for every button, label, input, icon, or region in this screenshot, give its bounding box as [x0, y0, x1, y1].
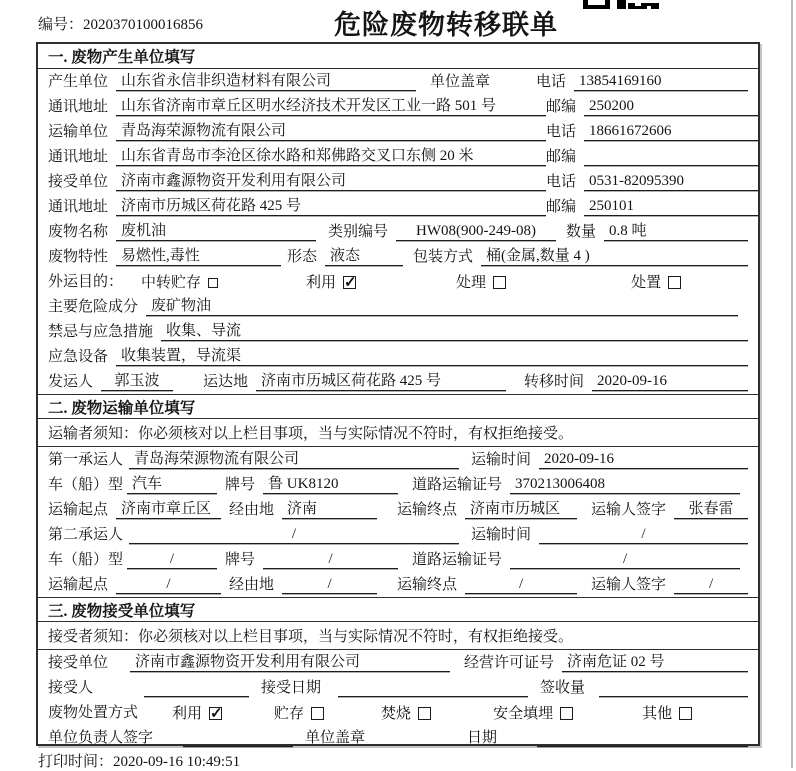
route-start2-value: / — [116, 575, 221, 594]
option-label: 利用 — [172, 706, 203, 722]
receiver-phone-value: 0531-82095390 — [584, 172, 758, 191]
acceptor-label: 接受人 — [48, 680, 94, 696]
hazard-label: 主要危险成分 — [48, 299, 139, 315]
doc-number-value: 2020370100016856 — [83, 17, 204, 33]
route-start-label: 运输起点 — [48, 577, 109, 593]
address-label: 通讯地址 — [48, 149, 109, 165]
via-value: 济南 — [282, 500, 377, 519]
option-label: 处理 — [456, 275, 487, 291]
signed-qty-value — [599, 678, 748, 697]
transport-time-label: 运输时间 — [471, 452, 532, 468]
via-label: 经由地 — [229, 502, 275, 518]
vehicle-type-label: 车（船）型 — [48, 552, 124, 568]
zip-label: 邮编 — [546, 149, 577, 165]
transporter-address-row — [38, 144, 758, 169]
equipment-row — [38, 344, 758, 369]
transfer-time-label: 转移时间 — [524, 374, 585, 390]
accept-date-value — [338, 678, 528, 697]
route-end2-value: / — [465, 575, 577, 594]
road-license2-value: / — [510, 550, 740, 569]
phone-label: 电话 — [546, 174, 577, 190]
receiver-value: 济南市鑫源物资开发利用有限公司 — [116, 172, 546, 191]
disposal-option-other — [642, 702, 692, 723]
carrier-sign-label: 运输人签字 — [591, 502, 667, 518]
transporter-phone-value: 18661672606 — [584, 122, 758, 141]
destination-label: 运达地 — [203, 374, 249, 390]
option-label: 焚烧 — [381, 706, 412, 722]
route-end-label: 运输终点 — [397, 577, 458, 593]
disposal-option-use — [172, 702, 222, 723]
checkbox-incinerate — [418, 707, 431, 720]
purpose-option-use — [306, 271, 356, 292]
waste-property-value: 易燃性,毒性 — [116, 247, 281, 266]
taboo-label: 禁忌与应急措施 — [48, 324, 154, 340]
transfer-form — [36, 42, 760, 746]
transport-time2-value: / — [539, 525, 748, 544]
receiver-notice: 接受者须知：你必须核对以上栏目事项，当与实际情况不符时，有权拒绝接受。 — [38, 622, 758, 650]
producer-value: 山东省永信非织造材料有限公司 — [116, 72, 416, 91]
section2-header: 二. 废物运输单位填写 — [38, 394, 758, 419]
plate-value: 鲁 UK8120 — [263, 475, 398, 494]
waste-code-label: 类别编号 — [328, 224, 389, 240]
waste-property-label: 废物特性 — [48, 249, 109, 265]
producer-phone-value: 13854169160 — [574, 72, 748, 91]
signer-value — [183, 728, 293, 747]
route-start-value: 济南市章丘区 — [116, 500, 221, 519]
purpose-label: 外运目的： — [48, 273, 124, 290]
carrier1-label: 第一承运人 — [48, 452, 124, 468]
waste-qty-label: 数量 — [566, 224, 597, 240]
shipper-value: 郭玉波 — [101, 372, 173, 391]
doc-number-label: 编号： — [38, 17, 84, 33]
page-title: 危险废物转移联单 — [334, 10, 558, 40]
producer-address-value: 山东省济南市章丘区明水经济技术开发区工业一路 501 号 — [116, 97, 546, 116]
transfer-time-value: 2020-09-16 — [592, 372, 748, 391]
date-label: 日期 — [467, 730, 498, 746]
packing-label: 包装方式 — [413, 249, 474, 265]
plate-label: 牌号 — [225, 552, 256, 568]
via-label: 经由地 — [229, 577, 275, 593]
carrier-sign-label: 运输人签字 — [591, 577, 667, 593]
carrier-sign2-value: / — [674, 575, 748, 594]
shipper-row — [38, 369, 758, 394]
transporter-row — [38, 119, 758, 144]
disposal-row — [38, 700, 758, 725]
address-label: 通讯地址 — [48, 99, 109, 115]
carrier1-row — [38, 447, 758, 472]
signer-row — [38, 725, 758, 750]
taboo-row — [38, 319, 758, 344]
section3-header: 三. 废物接受单位填写 — [38, 597, 758, 622]
acceptor-row — [38, 675, 758, 700]
accept-unit-row — [38, 650, 758, 675]
phone-label: 电话 — [536, 74, 567, 90]
receiver-row — [38, 169, 758, 194]
receiver-label: 接受单位 — [48, 174, 109, 190]
destination-value: 济南市历城区荷花路 425 号 — [256, 372, 506, 391]
transporter-zip-value — [584, 147, 758, 166]
route2-row — [38, 572, 758, 597]
date-value — [537, 728, 748, 747]
carrier2-row — [38, 522, 758, 547]
checkbox-use — [209, 707, 222, 720]
disposal-option-landfill — [493, 702, 573, 723]
transporter-address-value: 山东省青岛市李沧区徐水路和郑佛路交叉口东侧 20 米 — [116, 147, 546, 166]
receiver-address-row — [38, 194, 758, 219]
packing-value: 桶(金属,数量 4 ) — [481, 247, 748, 266]
waste-qty-value: 0.8 吨 — [604, 222, 748, 241]
plate-label: 牌号 — [225, 477, 256, 493]
road-license-value: 370213006408 — [510, 475, 740, 494]
form-value: 液态 — [325, 247, 403, 266]
phone-label: 电话 — [546, 124, 577, 140]
print-time-label: 打印时间： — [38, 754, 114, 770]
route-end-value: 济南市历城区 — [465, 500, 577, 519]
checkbox-dispose — [668, 276, 681, 289]
checkbox-use — [343, 276, 356, 289]
zip-label: 邮编 — [546, 99, 577, 115]
plate2-value: / — [263, 550, 398, 569]
purpose-row — [38, 269, 758, 294]
carrier-sign-value: 张春雷 — [674, 500, 748, 519]
disposal-option-incinerate — [381, 702, 431, 723]
option-label: 处置 — [631, 275, 662, 291]
carrier1-value: 青岛海荣源物流有限公司 — [129, 450, 459, 469]
vehicle1-row — [38, 472, 758, 497]
checkbox-treat — [493, 276, 506, 289]
shipper-label: 发运人 — [48, 374, 94, 390]
waste-code-value: HW08(900-249-08) — [396, 222, 556, 241]
hazard-value: 废矿物油 — [146, 297, 738, 316]
signer-label: 单位负责人签字 — [48, 730, 154, 746]
section1-header: 一. 废物产生单位填写 — [38, 44, 758, 69]
purpose-option-treat — [456, 271, 506, 292]
receiver-zip-value: 250101 — [584, 197, 758, 216]
unit-seal-label: 单位盖章 — [305, 730, 366, 746]
print-time-value: 2020-09-16 10:49:51 — [113, 754, 241, 770]
receiver-address-value: 济南市历城区荷花路 425 号 — [116, 197, 546, 216]
page-edge-line — [791, 0, 793, 768]
transporter-notice: 运输者须知：你必须核对以上栏目事项，当与实际情况不符时，有权拒绝接受。 — [38, 419, 758, 447]
waste-property-row — [38, 244, 758, 269]
vehicle-type-value: 汽车 — [127, 475, 217, 494]
waste-name-label: 废物名称 — [48, 224, 109, 240]
carrier2-value: / — [129, 525, 459, 544]
taboo-value: 收集、导流 — [161, 322, 748, 341]
zip-label: 邮编 — [546, 199, 577, 215]
transport-time-label: 运输时间 — [471, 527, 532, 543]
option-label: 其他 — [642, 706, 673, 722]
equipment-value: 收集装置，导流渠 — [116, 347, 748, 366]
producer-zip-value: 250200 — [584, 97, 758, 116]
form-label: 形态 — [287, 249, 318, 265]
producer-label: 产生单位 — [48, 74, 109, 90]
route1-row — [38, 497, 758, 522]
checkbox-other — [679, 707, 692, 720]
accept-unit-label: 接受单位 — [48, 655, 109, 671]
permit-label: 经营许可证号 — [464, 655, 555, 671]
carrier2-label: 第二承运人 — [48, 527, 124, 543]
permit-value: 济南危证 02 号 — [562, 653, 748, 672]
transport-time-value: 2020-09-16 — [539, 450, 748, 469]
waste-name-row — [38, 219, 758, 244]
vehicle-type2-value: / — [127, 550, 217, 569]
accept-date-label: 接受日期 — [261, 680, 322, 696]
route-end-label: 运输终点 — [397, 502, 458, 518]
option-label: 中转贮存 — [141, 275, 202, 291]
seal-label: 单位盖章 — [430, 74, 491, 90]
disposal-option-store — [274, 702, 324, 723]
route-start-label: 运输起点 — [48, 502, 109, 518]
checkbox-landfill — [560, 707, 573, 720]
road-license-label: 道路运输证号 — [412, 552, 503, 568]
checkbox-store — [311, 707, 324, 720]
accept-unit-value: 济南市鑫源物资开发利用有限公司 — [130, 653, 450, 672]
vehicle-type-label: 车（船）型 — [48, 477, 124, 493]
checkbox-transfer — [208, 278, 218, 288]
equipment-label: 应急设备 — [48, 349, 109, 365]
producer-address-row — [38, 94, 758, 119]
option-label: 安全填埋 — [493, 706, 554, 722]
signed-qty-label: 签收量 — [540, 680, 586, 696]
purpose-option-transfer — [141, 271, 218, 292]
transporter-value: 青岛海荣源物流有限公司 — [116, 122, 546, 141]
vehicle2-row — [38, 547, 758, 572]
road-license-label: 道路运输证号 — [412, 477, 503, 493]
acceptor-value — [144, 678, 249, 697]
hazard-row — [38, 294, 758, 319]
address-label: 通讯地址 — [48, 199, 109, 215]
purpose-option-dispose — [631, 271, 681, 292]
option-label: 贮存 — [274, 706, 305, 722]
disposal-label: 废物处置方式 — [48, 704, 139, 721]
producer-row — [38, 69, 758, 94]
waste-name-value: 废机油 — [116, 222, 316, 241]
transporter-label: 运输单位 — [48, 124, 109, 140]
option-label: 利用 — [306, 275, 337, 291]
via2-value: / — [282, 575, 377, 594]
qr-code-fragment — [583, 0, 659, 9]
